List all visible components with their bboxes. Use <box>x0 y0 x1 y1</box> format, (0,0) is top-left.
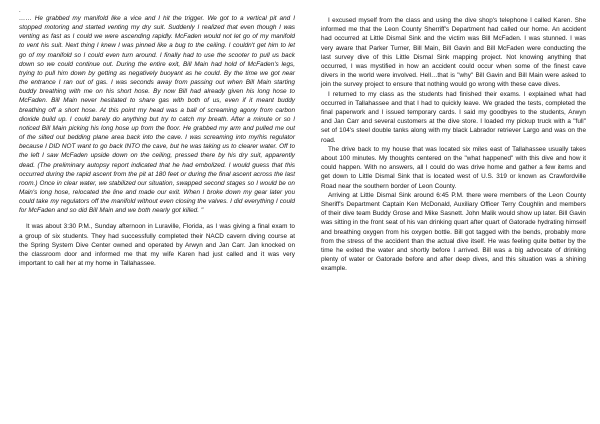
paragraph-final-exam: It was about 3:30 P.M., Sunday afternoon in Luraville, Florida, as I was giving a final exam to a group of six students. They had successfully completed their NACD cavern diving course at the Spring System Dive Center owned and operated by Arwyn and Jan Carr. Jan knocked on the classroom door and informed me that my wife Karen had just called and it was very important to call her at my home in Tallahassee. <box>19 223 295 268</box>
quoted-account: …… He grabbed my manifold like a vice and I hit the trigger. We got to a vertical pit and I stopped motoring and started venting my dry suit. Suddenly I realized that even though I was venting as fast as I could we were ascending rapidly. McFaden would not let go of my manifold to vent his suit. Next thing I knew I was pinned like a bug to the ceiling. I couldn't get him to let go of my manifold so I could even turn around. I finally had to use the scooter to pull us back down so we could continue out. During the entire exit, Bill Main had hold of McFaden's legs, trying to pull him down by getting as negatively buoyant as he could. By the time we got near the entrance I ran out of gas. I was seconds away from passing out when Bill Main starting buddy breathing with me on his short hose. By now Bill had already given his long hose to McFaden. Bill Main never hesitated to share gas with both of us, even if it meant buddy breathing off a short hose. At this point my head was a ball of screaming agony from carbon dioxide build up. I could barely do anything but try to catch my breath. After a minute or so I noticed Bill Main picking his long hose up from the floor. He grabbed my arm and pulled me out of the silted out bedding plane area back into the cave. I was screaming into my/his regulator because I DID NOT want to go back INTO the cave, but he was taking us to clearer water. Off to the left I saw McFaden upside down on the ceiling, pressed there by his dry suit, apparently dead. (The preliminary autopsy report indicated that he had embolized. I would guess that this occurred during the rapid ascent from the pit at 180 feet or during the final ascent across the last room.) Once in clear water, we stabilized our situation, swapped second stages so I would be on Main's long hose, relocated the line and made our exit. When I broke down my gear later you could take my regulators off the manifold without even closing the valves. I did everything I could for McFaden and so did Bill Main and we both nearly got killed. " <box>19 15 295 215</box>
page-mark: . <box>19 8 21 14</box>
right-column <box>321 16 586 274</box>
paragraph-drive-home: The drive back to my house that was located six miles east of Tallahassee usually takes about 100 minutes. My thoughts centered on the "what happened" with this dive and how it could happen. With no answers, all I could do was drive home and gather a few items and get down to Little Dismal Sink that is located west of U.S. 319 or known as Crawfordville Road near the southern border of Leon County. <box>321 145 586 190</box>
paragraph-phone-call: I excused myself from the class and using the dive shop's telephone I called Karen. She informed me that the Leon County Sherriff's Department had called our home. An accident had occurred at Little Dismal Sink and the victim was Bill McFaden. I was stunned. I was very aware that Parker Turner, Bill Main, Bill Gavin and Bill McFaden were conducting the last survey dive of this Little Dismal Sink mapping project. Not knowing anything that occurred, I was mystified in how an accident could occur when some of the finest cave divers in the world were involved. Hell…that is "why" Bill Gavin and Bill Main were asked to join the survey project to ensure that nothing would go wrong with these cave dives. <box>321 17 586 89</box>
left-column <box>19 14 295 268</box>
paragraph-return-to-class: I returned to my class as the students had finished their exams. I explained what had occurred in Tallahassee and that I had to quickly leave. We graded the tests, completed the final paperwork and I issued temporary cards. I said my goodbyes to the students, Arwyn and Jan Carr and several customers at the dive store. I loaded my pickup truck with a "full" set of 104's steel double tanks along with my black Labrador retriever Largo and was on the road. <box>321 90 586 144</box>
paragraph-arrival: Arriving at Little Dismal Sink around 6:45 P.M. there were members of the Leon County Sheriff's Department Captain Ken McDonald, Auxiliary Officer Terry Coughlin and members of their dive team Buddy Grose and Mike Sasnett. John Malik would show up later. Bill Gavin was sitting in the front seat of his van drinking quart after quart of Gatorade hydrating himself and breathing oxygen from his oxygen bottle. Bill got tagged with the bends, probably more from the stress of the accident than the actual dive itself. He was feeling quite better by the time he exited the water and shortly before I arrived. Bill was a big advocate of drinking plenty of water or Gatorade before and after deep dives, and this situation was a shining example. <box>321 191 587 273</box>
